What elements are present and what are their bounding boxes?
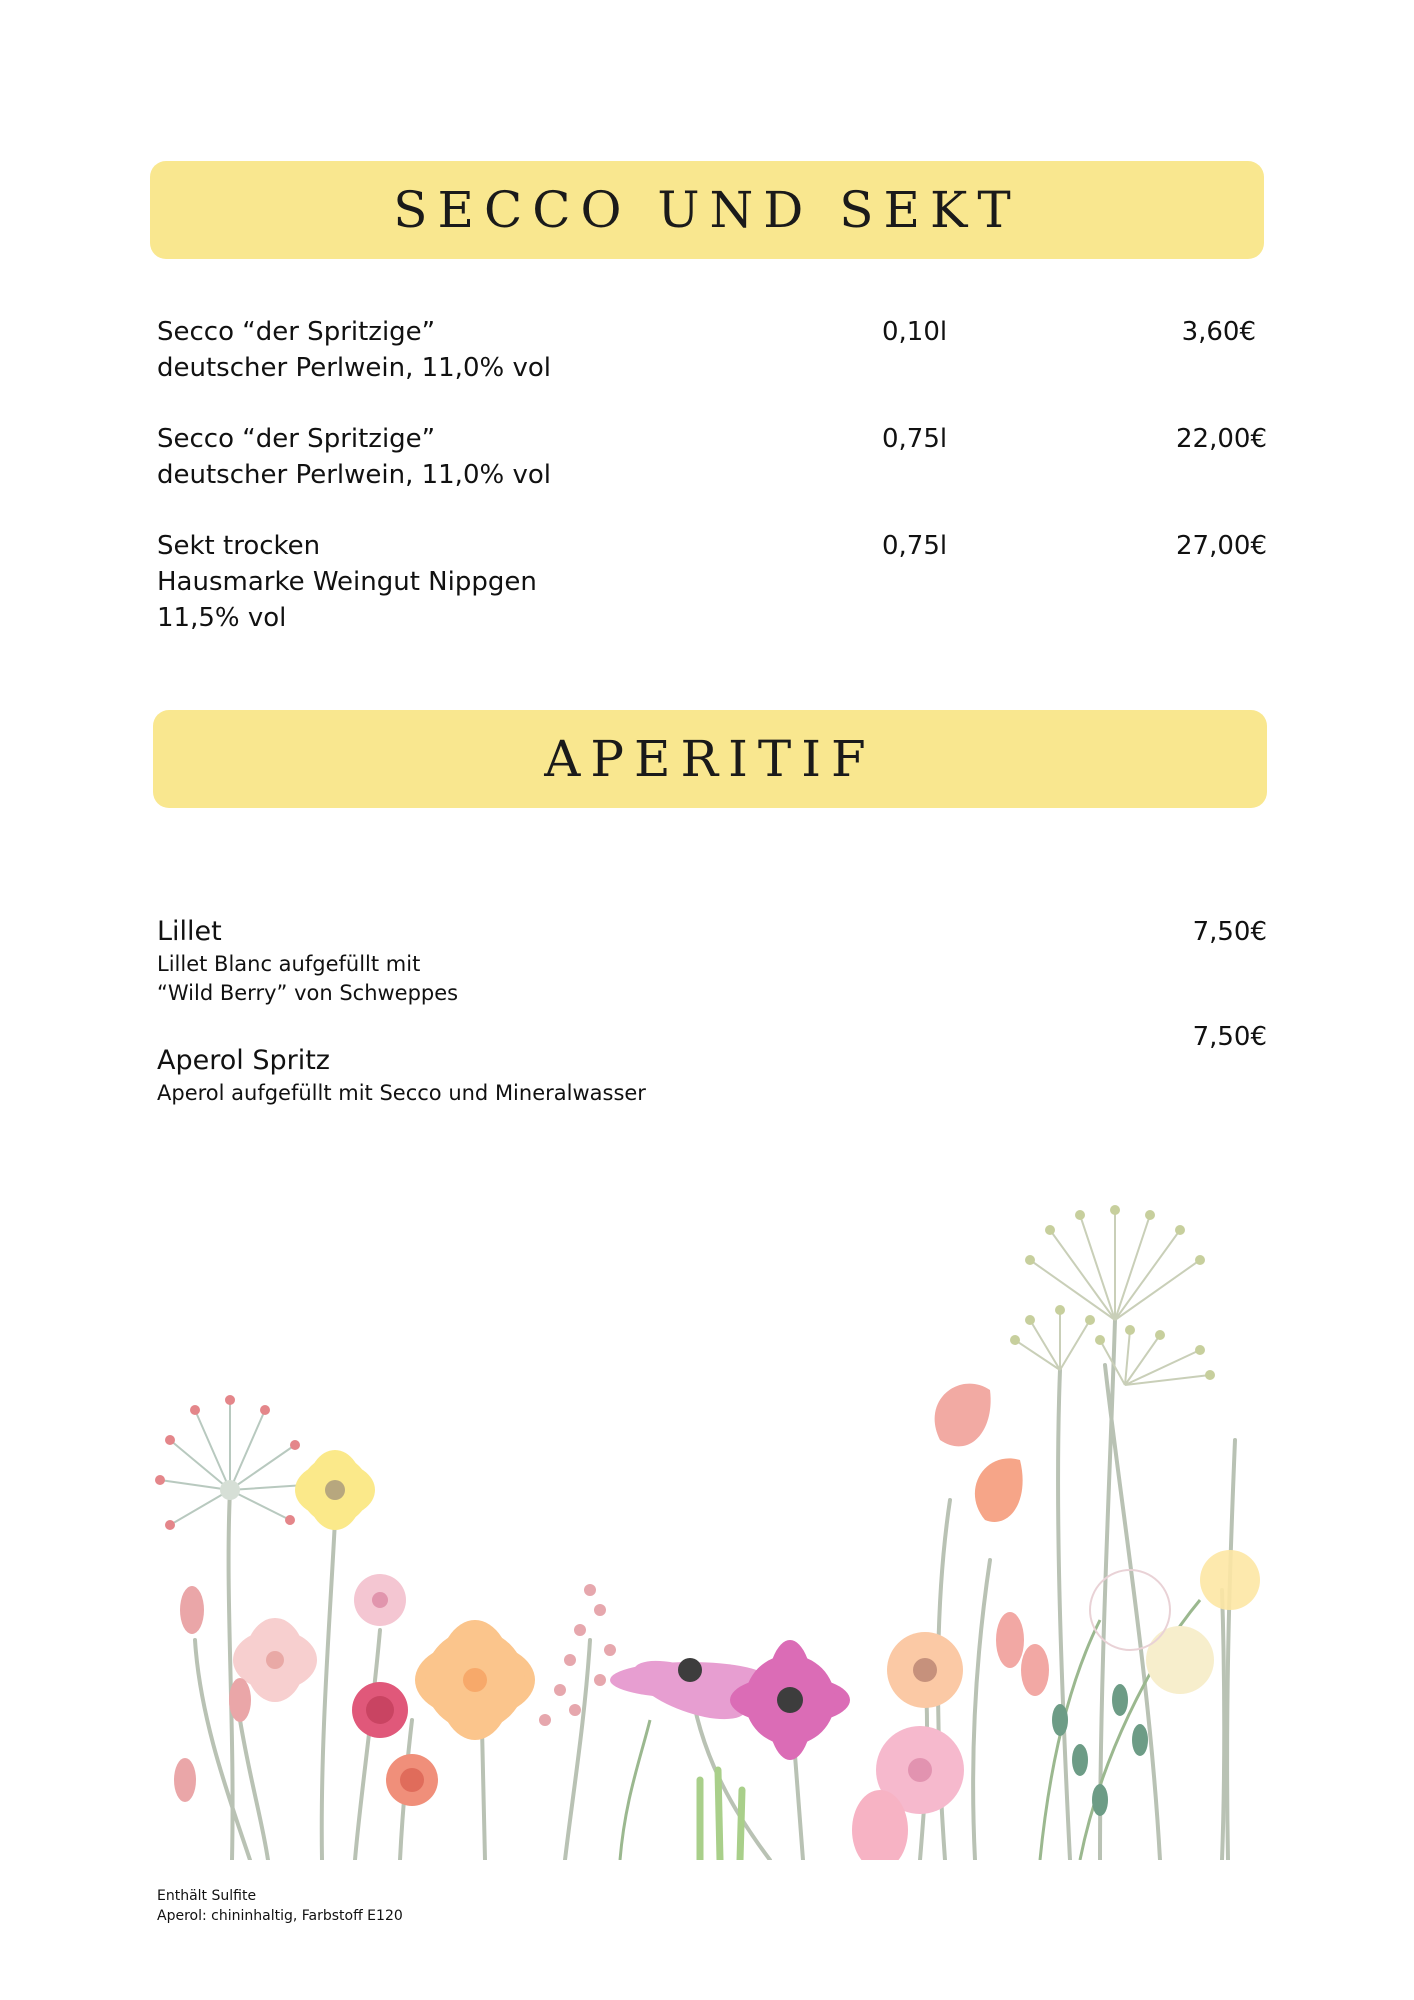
menu-item-secco-bottle bbox=[157, 421, 1267, 493]
item-description: “Wild Berry” von Schweppes bbox=[157, 981, 459, 1005]
menu-item-sekt-trocken bbox=[157, 528, 1267, 636]
item-price: 7,50€ bbox=[1192, 917, 1267, 947]
item-volume: 0,75l bbox=[882, 424, 948, 454]
item-description: Lillet Blanc aufgefüllt mit bbox=[157, 952, 421, 976]
menu-item-lillet bbox=[157, 914, 1267, 1008]
item-name: Aperol Spritz bbox=[157, 1045, 330, 1076]
item-description: Aperol aufgefüllt mit Secco und Mineralwasser bbox=[157, 1081, 646, 1105]
item-name: Secco “der Spritzige” bbox=[157, 317, 436, 347]
item-alcohol: 11,5% vol bbox=[157, 603, 287, 633]
footnote-aperol: Aperol: chininhaltig, Farbstoff E120 bbox=[157, 1908, 403, 1924]
footnotes bbox=[157, 1886, 403, 1926]
item-description: deutscher Perlwein, 11,0% vol bbox=[157, 460, 551, 490]
item-price: 7,50€ bbox=[1192, 1022, 1267, 1052]
item-volume: 0,10l bbox=[882, 317, 948, 347]
item-price: 3,60€ bbox=[1181, 317, 1256, 347]
menu-item-secco-small bbox=[157, 314, 1267, 386]
item-price: 22,00€ bbox=[1176, 424, 1267, 454]
menu-item-aperol-spritz bbox=[157, 1022, 1267, 1108]
item-price: 27,00€ bbox=[1176, 531, 1267, 561]
item-description: deutscher Perlwein, 11,0% vol bbox=[157, 353, 551, 383]
section-title-aperitif: APERITIF bbox=[544, 730, 876, 788]
section-banner-aperitif bbox=[153, 710, 1267, 808]
wildflower-illustration bbox=[0, 1200, 1414, 1860]
item-volume: 0,75l bbox=[882, 531, 948, 561]
item-name: Lillet bbox=[157, 916, 222, 947]
section-title-secco: SECCO UND SEKT bbox=[393, 181, 1021, 239]
item-name: Sekt trocken bbox=[157, 531, 321, 561]
section-banner-secco bbox=[150, 161, 1264, 259]
item-name: Secco “der Spritzige” bbox=[157, 424, 436, 454]
footnote-sulfites: Enthält Sulfite bbox=[157, 1888, 257, 1904]
item-description: Hausmarke Weingut Nippgen bbox=[157, 567, 537, 597]
